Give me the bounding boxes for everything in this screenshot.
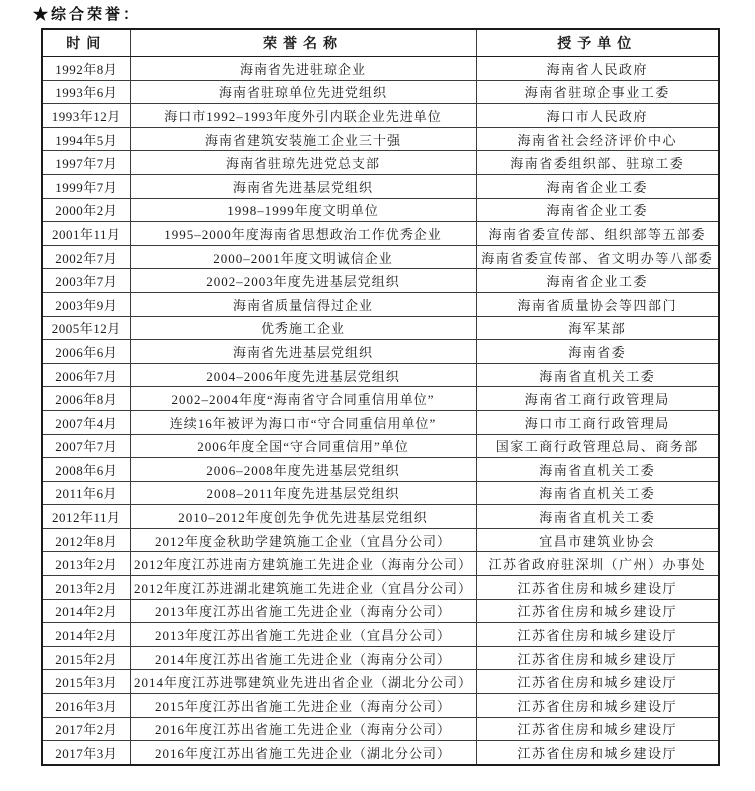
cell-honor: 1995–2000年度海南省思想政治工作优秀企业 — [130, 222, 476, 246]
cell-unit: 江苏省住房和城乡建设厅 — [476, 717, 719, 741]
table-row — [42, 387, 719, 411]
cell-honor: 2012年度金秋助学建筑施工企业（宜昌分公司） — [130, 528, 476, 552]
table-row — [42, 222, 719, 246]
cell-honor: 2016年度江苏出省施工先进企业（海南分公司） — [130, 717, 476, 741]
cell-honor: 2004–2006年度先进基层党组织 — [130, 363, 476, 387]
cell-unit: 海南省企业工委 — [476, 198, 719, 222]
cell-honor: 海南省先进驻琼企业 — [130, 57, 476, 81]
cell-time: 2006年6月 — [42, 340, 130, 364]
cell-honor: 2015年度江苏出省施工先进企业（海南分公司） — [130, 694, 476, 718]
cell-time: 1993年12月 — [42, 104, 130, 128]
cell-honor: 2002–2004年度“海南省守合同重信用单位” — [130, 387, 476, 411]
cell-honor: 2010–2012年度创先争优先进基层党组织 — [130, 505, 476, 529]
table-row — [42, 269, 719, 293]
cell-honor: 海南省驻琼单位先进党组织 — [130, 80, 476, 104]
cell-time: 2014年2月 — [42, 599, 130, 623]
cell-unit: 海南省委组织部、驻琼工委 — [476, 151, 719, 175]
cell-unit: 海南省质量协会等四部门 — [476, 292, 719, 316]
table-row — [42, 292, 719, 316]
cell-honor: 连续16年被评为海口市“守合同重信用单位” — [130, 410, 476, 434]
cell-time: 2006年8月 — [42, 387, 130, 411]
cell-honor: 2012年度江苏进南方建筑施工先进企业（海南分公司） — [130, 552, 476, 576]
column-header-honor-name: 荣誉名称 — [130, 29, 476, 57]
cell-time: 2015年3月 — [42, 670, 130, 694]
cell-time: 2016年3月 — [42, 694, 130, 718]
cell-unit: 江苏省住房和城乡建设厅 — [476, 576, 719, 600]
table-header-row — [42, 29, 719, 57]
cell-honor: 海南省驻琼先进党总支部 — [130, 151, 476, 175]
cell-time: 2017年2月 — [42, 717, 130, 741]
cell-unit: 江苏省政府驻深圳（广州）办事处 — [476, 552, 719, 576]
cell-time: 2008年6月 — [42, 458, 130, 482]
cell-time: 2013年2月 — [42, 552, 130, 576]
table-row — [42, 623, 719, 647]
cell-unit: 宜昌市建筑业协会 — [476, 528, 719, 552]
cell-time: 1992年8月 — [42, 57, 130, 81]
table-row — [42, 434, 719, 458]
cell-time: 2012年11月 — [42, 505, 130, 529]
table-row — [42, 80, 719, 104]
cell-honor: 2000–2001年度文明诚信企业 — [130, 245, 476, 269]
column-header-time: 时间 — [42, 29, 130, 57]
table-row — [42, 694, 719, 718]
table-row — [42, 741, 719, 765]
cell-unit: 海南省人民政府 — [476, 57, 719, 81]
cell-time: 1997年7月 — [42, 151, 130, 175]
cell-time: 2003年7月 — [42, 269, 130, 293]
cell-honor: 优秀施工企业 — [130, 316, 476, 340]
cell-unit: 海口市人民政府 — [476, 104, 719, 128]
cell-time: 2005年12月 — [42, 316, 130, 340]
cell-unit: 海南省直机关工委 — [476, 481, 719, 505]
cell-unit: 海南省驻琼企事业工委 — [476, 80, 719, 104]
column-header-awarding-unit: 授予单位 — [476, 29, 719, 57]
table-row — [42, 151, 719, 175]
cell-honor: 2006年度全国“守合同重信用”单位 — [130, 434, 476, 458]
table-row — [42, 528, 719, 552]
table-row — [42, 127, 719, 151]
cell-honor: 海南省先进基层党组织 — [130, 174, 476, 198]
cell-honor: 海口市1992–1993年度外引内联企业先进单位 — [130, 104, 476, 128]
table-row — [42, 481, 719, 505]
cell-honor: 2008–2011年度先进基层党组织 — [130, 481, 476, 505]
cell-time: 2015年2月 — [42, 646, 130, 670]
cell-unit: 江苏省住房和城乡建设厅 — [476, 670, 719, 694]
cell-honor: 2013年度江苏出省施工先进企业（宜昌分公司） — [130, 623, 476, 647]
cell-unit: 江苏省住房和城乡建设厅 — [476, 646, 719, 670]
cell-honor: 海南省先进基层党组织 — [130, 340, 476, 364]
table-row — [42, 599, 719, 623]
cell-time: 2011年6月 — [42, 481, 130, 505]
cell-honor: 2014年度江苏出省施工先进企业（海南分公司） — [130, 646, 476, 670]
table-row — [42, 104, 719, 128]
cell-time: 2017年3月 — [42, 741, 130, 765]
cell-unit: 海军某部 — [476, 316, 719, 340]
table-row — [42, 174, 719, 198]
cell-time: 2007年4月 — [42, 410, 130, 434]
table-row — [42, 576, 719, 600]
cell-time: 2012年8月 — [42, 528, 130, 552]
cell-time: 2014年2月 — [42, 623, 130, 647]
cell-unit: 海南省社会经济评价中心 — [476, 127, 719, 151]
cell-honor: 2012年度江苏进湖北建筑施工先进企业（宜昌分公司） — [130, 576, 476, 600]
cell-unit: 海南省直机关工委 — [476, 458, 719, 482]
table-row — [42, 670, 719, 694]
cell-time: 2002年7月 — [42, 245, 130, 269]
table-row — [42, 552, 719, 576]
cell-honor: 2013年度江苏出省施工先进企业（海南分公司） — [130, 599, 476, 623]
honors-table — [41, 28, 720, 766]
table-row — [42, 410, 719, 434]
cell-unit: 海南省企业工委 — [476, 269, 719, 293]
cell-time: 2001年11月 — [42, 222, 130, 246]
table-row — [42, 717, 719, 741]
table-row — [42, 363, 719, 387]
table-row — [42, 245, 719, 269]
table-row — [42, 316, 719, 340]
cell-honor: 2006–2008年度先进基层党组织 — [130, 458, 476, 482]
cell-unit: 海南省直机关工委 — [476, 363, 719, 387]
cell-honor: 海南省质量信得过企业 — [130, 292, 476, 316]
cell-unit: 海南省工商行政管理局 — [476, 387, 719, 411]
cell-unit: 江苏省住房和城乡建设厅 — [476, 599, 719, 623]
cell-unit: 江苏省住房和城乡建设厅 — [476, 741, 719, 765]
cell-time: 2013年2月 — [42, 576, 130, 600]
cell-time: 2006年7月 — [42, 363, 130, 387]
cell-time: 2003年9月 — [42, 292, 130, 316]
table-body — [42, 57, 719, 765]
cell-honor: 海南省建筑安装施工企业三十强 — [130, 127, 476, 151]
cell-unit: 国家工商行政管理总局、商务部 — [476, 434, 719, 458]
cell-time: 1999年7月 — [42, 174, 130, 198]
cell-honor: 2016年度江苏出省施工先进企业（湖北分公司） — [130, 741, 476, 765]
cell-honor: 2002–2003年度先进基层党组织 — [130, 269, 476, 293]
cell-unit: 海南省委宣传部、组织部等五部委 — [476, 222, 719, 246]
cell-unit: 江苏省住房和城乡建设厅 — [476, 623, 719, 647]
cell-unit: 海南省企业工委 — [476, 174, 719, 198]
table-row — [42, 340, 719, 364]
table-row — [42, 505, 719, 529]
table-row — [42, 198, 719, 222]
page-title: ★综合荣誉： — [33, 7, 142, 23]
cell-honor: 1998–1999年度文明单位 — [130, 198, 476, 222]
table-row — [42, 57, 719, 81]
cell-time: 2000年2月 — [42, 198, 130, 222]
cell-unit: 海南省委宣传部、省文明办等八部委 — [476, 245, 719, 269]
cell-unit: 江苏省住房和城乡建设厅 — [476, 694, 719, 718]
cell-honor: 2014年度江苏进鄂建筑业先进出省企业（湖北分公司） — [130, 670, 476, 694]
cell-unit: 海口市工商行政管理局 — [476, 410, 719, 434]
cell-unit: 海南省直机关工委 — [476, 505, 719, 529]
cell-time: 2007年7月 — [42, 434, 130, 458]
cell-time: 1994年5月 — [42, 127, 130, 151]
cell-unit: 海南省委 — [476, 340, 719, 364]
table-row — [42, 646, 719, 670]
cell-time: 1993年6月 — [42, 80, 130, 104]
table-row — [42, 458, 719, 482]
